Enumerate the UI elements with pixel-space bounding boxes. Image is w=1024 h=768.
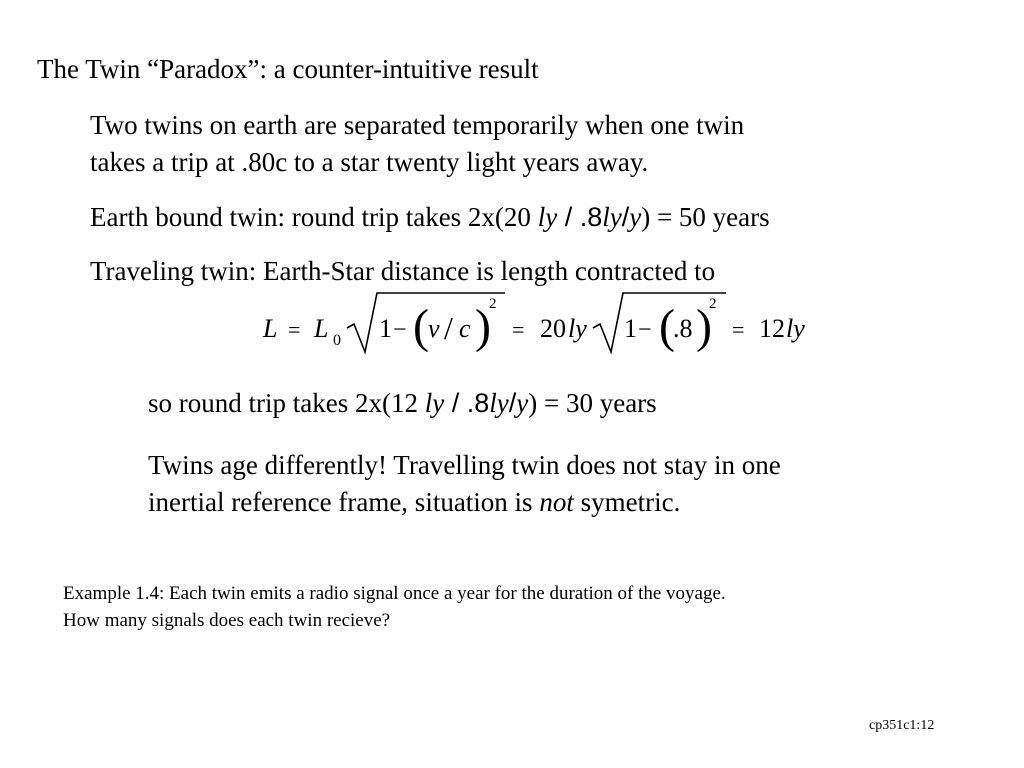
eq-subscript-0: 0 — [333, 332, 341, 349]
earth-twin-ly-2: ly — [602, 202, 622, 232]
earth-twin-result: ) = 50 years — [641, 202, 770, 232]
traveling-twin-paragraph: Traveling twin: Earth-Star distance is length contracted to — [90, 256, 716, 286]
earth-twin-y: y — [629, 202, 642, 232]
eq-one-2: 1 — [624, 314, 637, 343]
intro-line-1: Two twins on earth are separated temporarily when one twin — [90, 110, 745, 140]
eq-L0: L — [314, 314, 329, 343]
intro-line-2: takes a trip at .80c to a star twenty light years away. — [90, 147, 649, 177]
eq-left-paren-1: ( — [413, 300, 429, 353]
twins-age-line-2-end: symetric. — [573, 487, 681, 517]
eq-equals-3: = — [732, 317, 745, 342]
example-line-1: Example 1.4: Each twin emits a radio signal once a year for the duration of the voyage. — [63, 583, 726, 604]
eq-right-paren-1: ) — [475, 300, 491, 353]
length-contraction-equation — [250, 282, 830, 362]
round-trip-ly-1: ly — [424, 388, 445, 418]
eq-v: v — [428, 314, 440, 343]
eq-ly-2: ly — [786, 314, 805, 343]
eq-left-paren-2: ( — [659, 300, 675, 353]
slide-title: The Twin “Paradox”: a counter-intuitive result — [37, 54, 539, 84]
slide-footer: cp351c1:12 — [869, 718, 935, 733]
eq-minus-2: − — [638, 317, 652, 343]
example-box — [63, 580, 726, 634]
round-trip-y: y — [516, 388, 529, 418]
eq-slash: / — [444, 310, 453, 346]
round-trip-slash-2: / — [508, 388, 517, 418]
earth-twin-text: Earth bound twin: round trip takes 2x(20 — [90, 202, 538, 232]
eq-ly-1: ly — [568, 314, 587, 343]
intro-paragraph — [90, 107, 744, 181]
round-trip-text: so round trip takes 2x(12 — [148, 388, 425, 418]
twins-age-line-2 — [148, 484, 781, 521]
eq-square-1: 2 — [489, 296, 497, 312]
eq-c: c — [459, 314, 471, 343]
round-trip-paragraph — [148, 385, 657, 422]
eq-equals-1: = — [288, 317, 301, 342]
earth-twin-paragraph — [90, 199, 770, 236]
eq-right-paren-2: ) — [696, 300, 712, 353]
round-trip-ly-2: ly — [489, 388, 509, 418]
earth-twin-slash-2: / — [621, 202, 630, 232]
eq-12: 12 — [759, 314, 785, 343]
eq-one-1: 1 — [379, 314, 392, 343]
eq-square-2: 2 — [709, 296, 717, 312]
twins-age-line-1: Twins age differently! Travelling twin does not stay in one — [148, 450, 781, 480]
eq-point-8: .8 — [673, 314, 693, 343]
twins-age-not: not — [539, 487, 574, 517]
twins-age-paragraph — [148, 447, 781, 521]
round-trip-result: ) = 30 years — [528, 388, 657, 418]
eq-L: L — [263, 314, 278, 343]
round-trip-slash-1: / .8 — [444, 388, 490, 418]
eq-minus-1: − — [393, 317, 407, 343]
eq-20: 20 — [540, 314, 566, 343]
example-line-2: How many signals does each twin recieve? — [63, 610, 391, 631]
earth-twin-ly-1: ly — [537, 202, 558, 232]
earth-twin-slash-1: / .8 — [557, 202, 603, 232]
twins-age-line-2-start: inertial reference frame, situation is — [148, 487, 540, 517]
eq-equals-2: = — [512, 317, 525, 342]
